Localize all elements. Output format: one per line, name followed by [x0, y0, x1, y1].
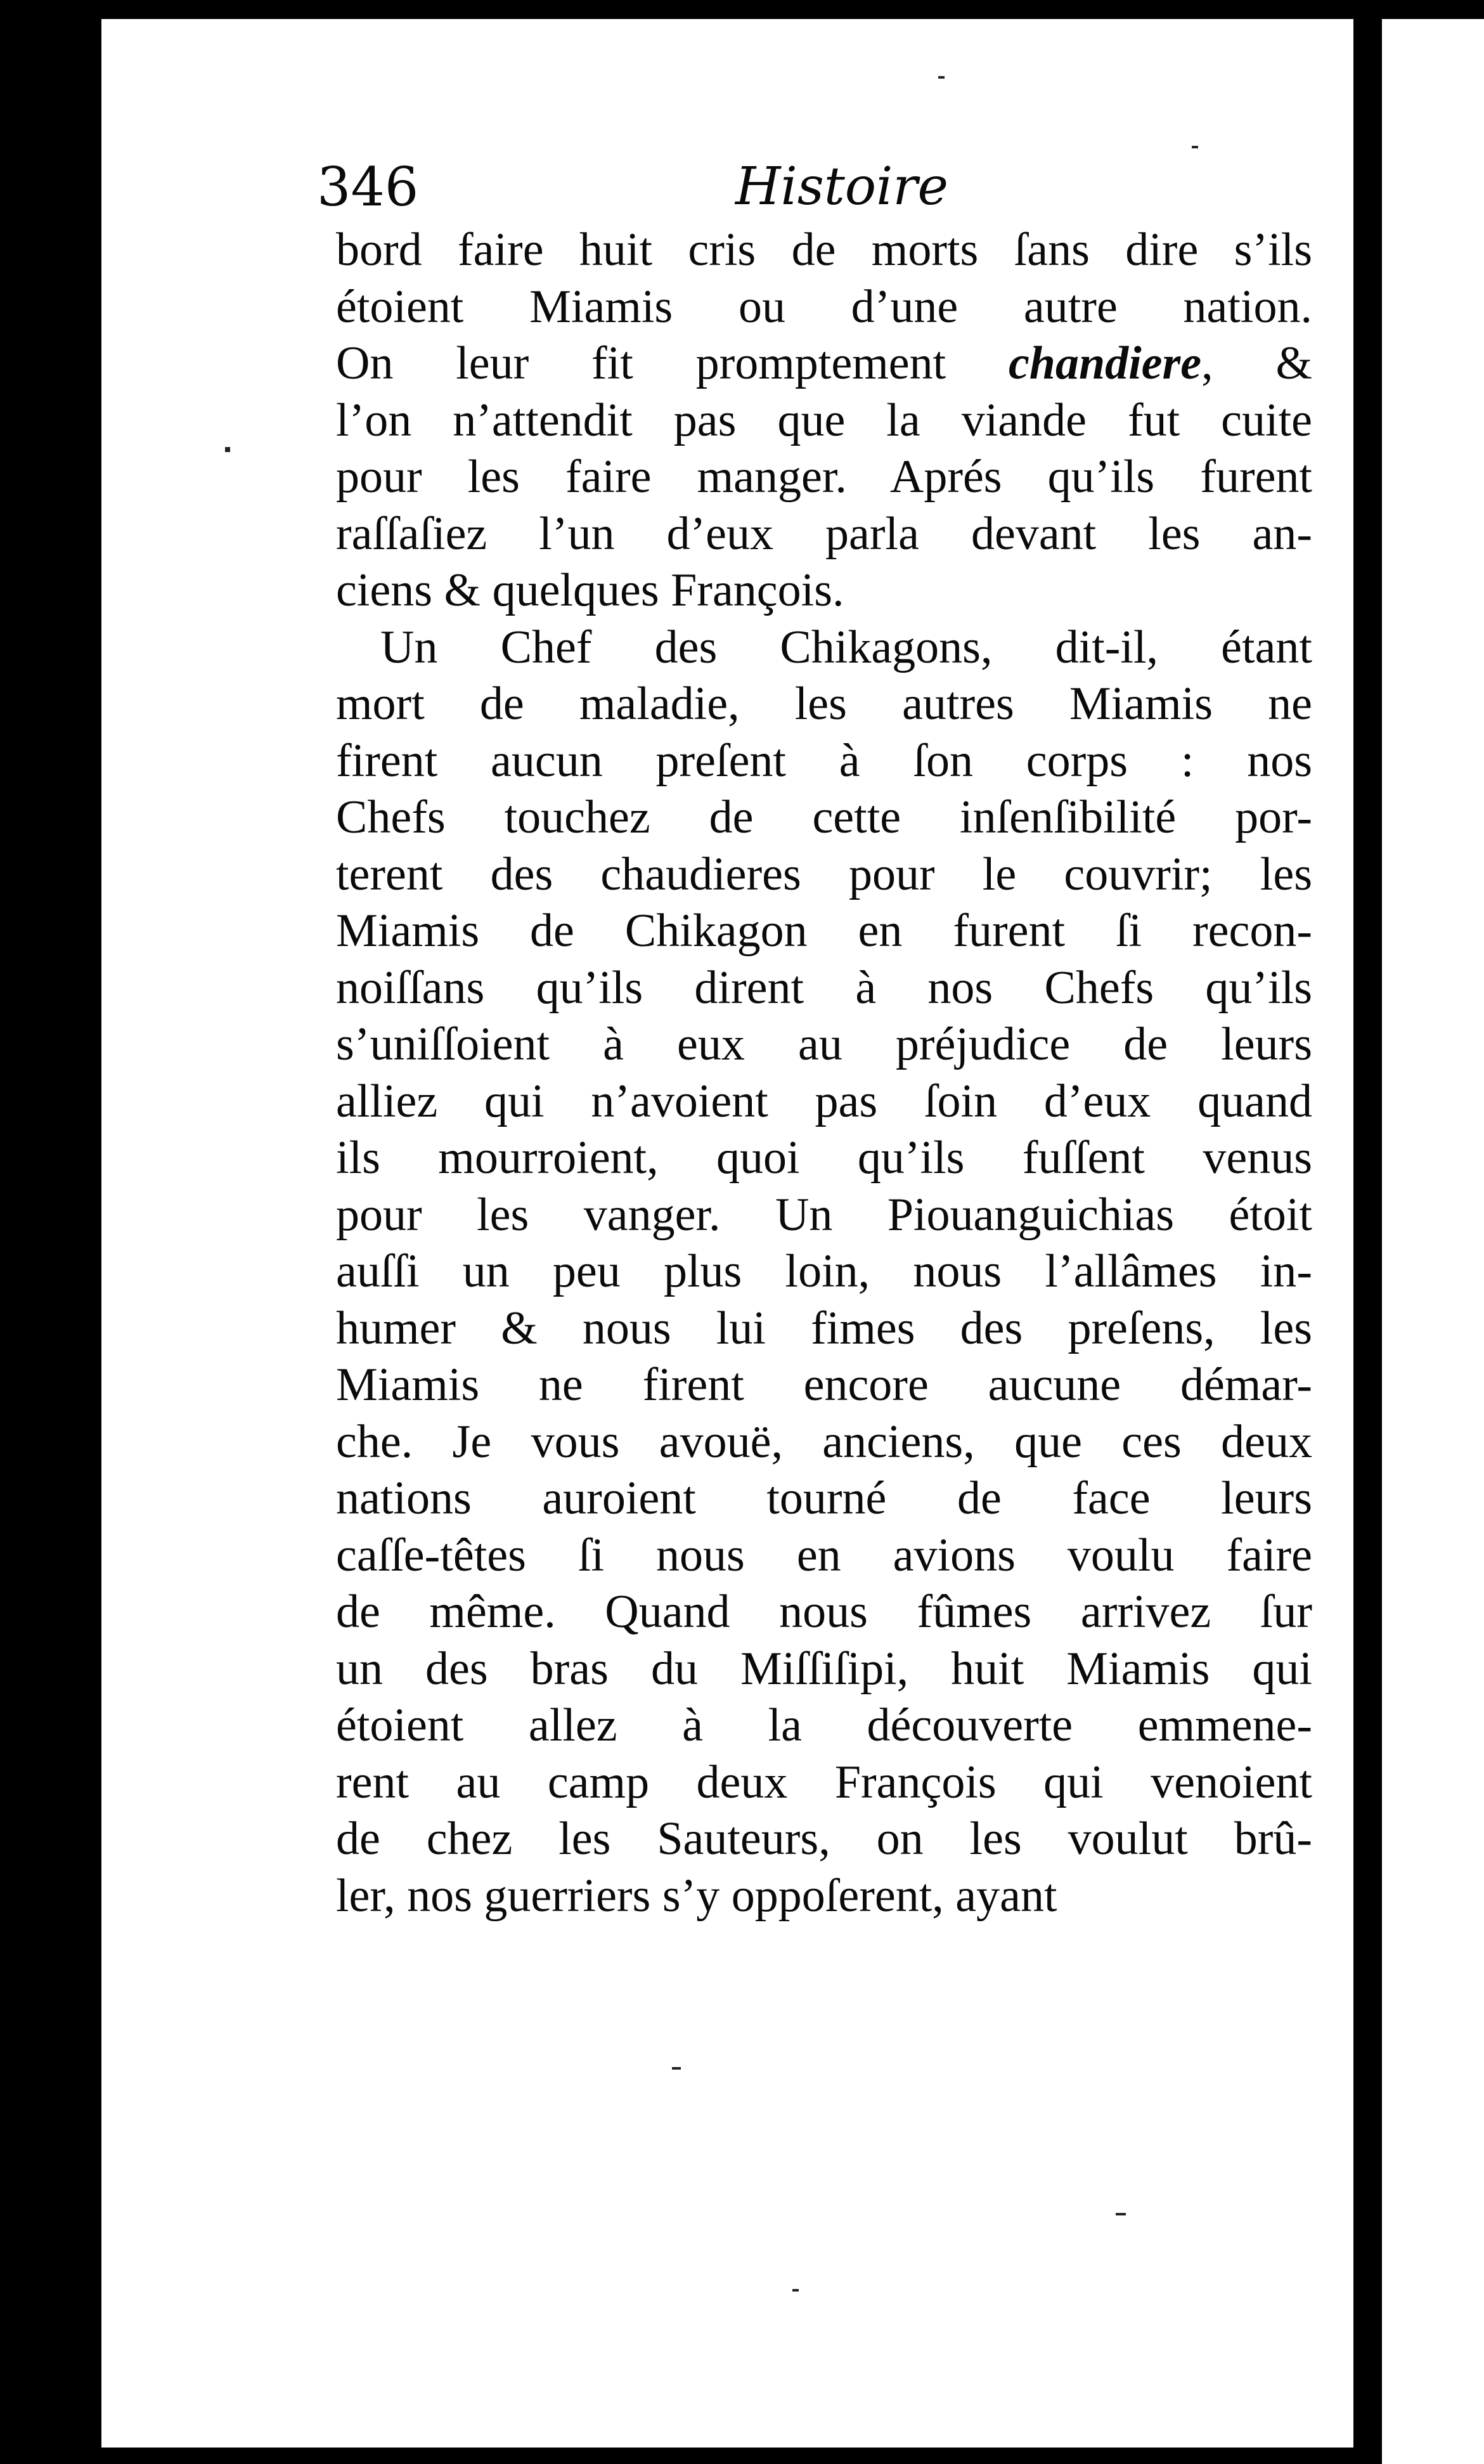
text-line: ler, nos guerriers s’y oppoſerent, ayant: [336, 1869, 1057, 1922]
text-line: s’uniſſoient à eux au préjudice de leurs: [336, 1018, 1312, 1070]
text-line: pour les vanger. Un Piouanguichias étoit: [336, 1188, 1312, 1241]
text-line: ils mourroient, quoi qu’ils fuſſent venus: [336, 1132, 1312, 1184]
text-line: terent des chaudieres pour le couvrir; les: [336, 848, 1312, 900]
text-line: firent aucun preſent à ſon corps : nos: [336, 734, 1312, 787]
text-line: bord faire huit cris de morts ſans dire s’ils: [336, 224, 1312, 276]
text-line: mort de maladie, les autres Miamis ne: [336, 678, 1312, 730]
text-line: un des bras du Miſſiſipi, huit Miamis qui: [336, 1642, 1312, 1695]
text-line: Miamis de Chikagon en furent ſi recon-: [336, 905, 1312, 957]
scan-speck: [672, 2067, 681, 2070]
body-text: [336, 222, 1312, 1924]
text-line: On leur fit promptement chandiere, &: [336, 337, 1312, 389]
text-line: alliez qui n’avoient pas ſoin d’eux quand: [336, 1075, 1312, 1127]
text-line: de même. Quand nous fûmes arrivez ſur: [336, 1586, 1312, 1638]
running-title: Histoire: [735, 157, 949, 217]
text-line: l’on n’attendit pas que la viande fut cuite: [336, 394, 1312, 446]
facing-page-edge: [1382, 19, 1484, 2464]
text-line: ciens & quelques François.: [336, 564, 844, 616]
scan-speck: [792, 2289, 799, 2292]
text-line: nations auroient tourné de face leurs: [336, 1472, 1312, 1524]
page-gutter-shadow: [1353, 0, 1382, 2464]
text-line: pour les faire manger. Aprés qu’ils furent: [336, 451, 1312, 503]
text-line: che. Je vous avouë, anciens, que ces deux: [336, 1415, 1312, 1468]
scan-speck: [225, 447, 230, 452]
text-line: caſſe-têtes ſi nous en avions voulu faire: [336, 1529, 1312, 1581]
text-line: Un Chef des Chikagons, dit-il, étant: [380, 621, 1312, 673]
page-number: 346: [317, 156, 419, 218]
text-line: de chez les Sauteurs, on les voulut brû-: [336, 1813, 1312, 1865]
text-line: Miamis ne firent encore aucune démar-: [336, 1359, 1312, 1411]
scan-speck: [1192, 146, 1198, 148]
text-line: noiſſans qu’ils dirent à nos Chefs qu’ils: [336, 961, 1312, 1014]
text-line: humer & nous lui fimes des preſens, les: [336, 1302, 1312, 1354]
text-line: étoient Miamis ou d’une autre nation.: [336, 280, 1312, 333]
scan-speck: [938, 76, 945, 79]
page-header: [317, 152, 1306, 222]
text-line: Chefs touchez de cette inſenſibilité por-: [336, 791, 1312, 843]
text-line: auſſi un peu plus loin, nous l’allâmes in-: [336, 1245, 1312, 1297]
text-line: rent au camp deux François qui venoient: [336, 1756, 1312, 1808]
text-line: étoient allez à la découverte emmene-: [336, 1699, 1312, 1751]
italic-word: chandiere: [1008, 337, 1202, 389]
scan-speck: [1116, 2213, 1126, 2215]
text-line: raſſaſiez l’un d’eux parla devant les an-: [336, 507, 1312, 560]
